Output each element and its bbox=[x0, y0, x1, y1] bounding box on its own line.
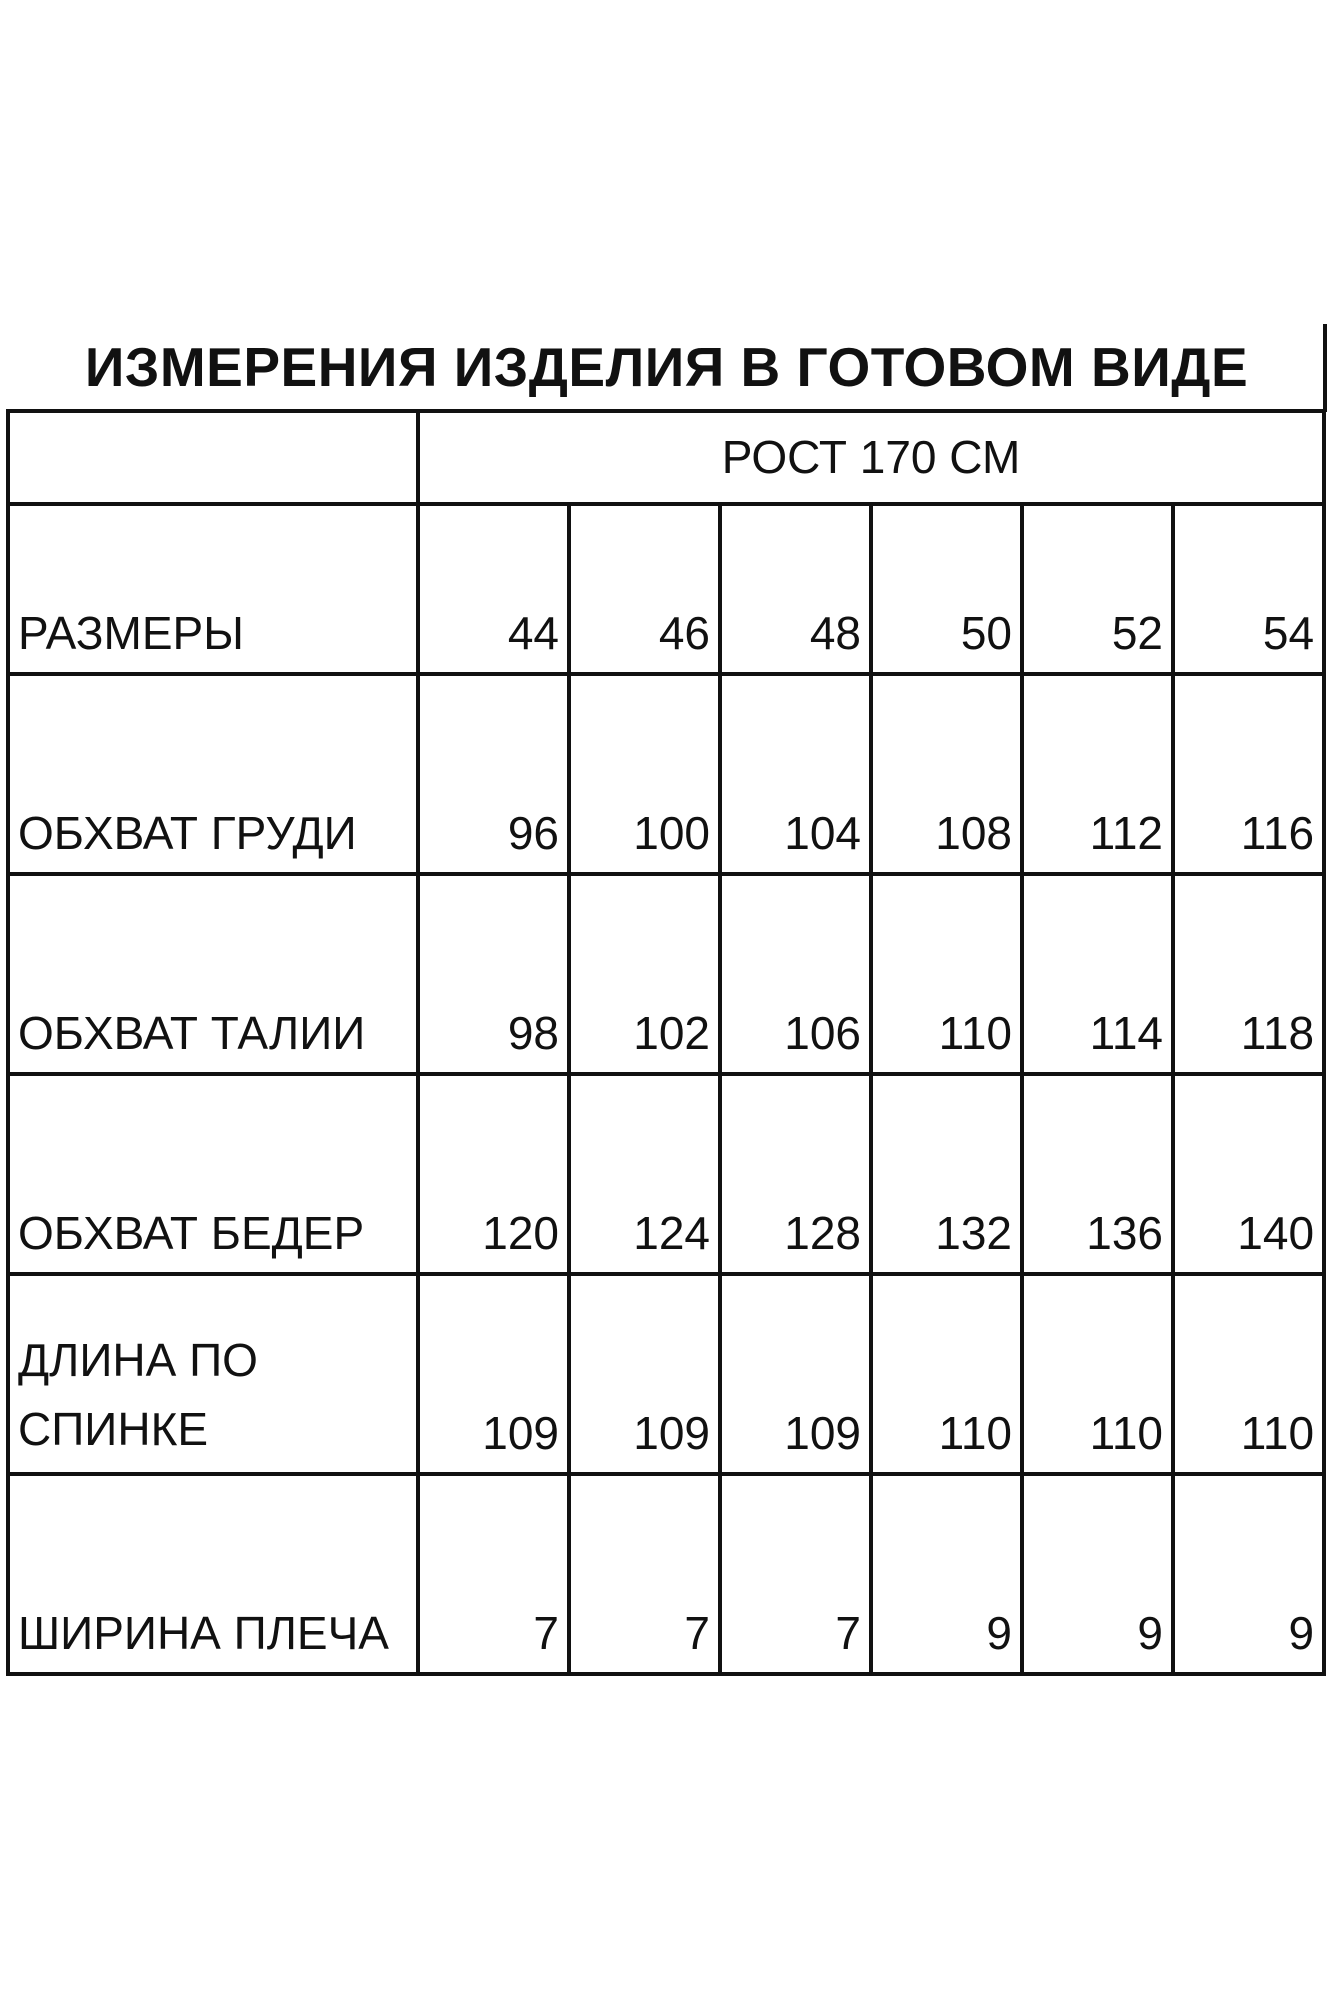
measure-value: 140 bbox=[1173, 1074, 1324, 1274]
size-value: 46 bbox=[569, 504, 720, 674]
row-label: ОБХВАТ ГРУДИ bbox=[8, 674, 418, 874]
size-value: 52 bbox=[1022, 504, 1173, 674]
measure-value: 128 bbox=[720, 1074, 871, 1274]
measure-value: 110 bbox=[871, 874, 1022, 1074]
size-table bbox=[6, 409, 1326, 1676]
measure-value: 114 bbox=[1022, 874, 1173, 1074]
measure-value: 120 bbox=[418, 1074, 569, 1274]
measure-value: 109 bbox=[418, 1274, 569, 1474]
table-row bbox=[8, 874, 1324, 1074]
measure-value: 109 bbox=[720, 1274, 871, 1474]
table-row bbox=[8, 1274, 1324, 1474]
measure-value: 100 bbox=[569, 674, 720, 874]
table-row bbox=[8, 674, 1324, 874]
height-row bbox=[8, 411, 1324, 504]
row-label: ОБХВАТ БЕДЕР bbox=[8, 1074, 418, 1274]
measure-value: 110 bbox=[1173, 1274, 1324, 1474]
size-value: 50 bbox=[871, 504, 1022, 674]
corner-cell bbox=[8, 411, 418, 504]
row-label: ШИРИНА ПЛЕЧА bbox=[8, 1474, 418, 1674]
measure-value: 7 bbox=[418, 1474, 569, 1674]
measure-value: 124 bbox=[569, 1074, 720, 1274]
height-header: РОСТ 170 СМ bbox=[418, 411, 1324, 504]
measure-value: 132 bbox=[871, 1074, 1022, 1274]
table-row bbox=[8, 1074, 1324, 1274]
measure-value: 110 bbox=[871, 1274, 1022, 1474]
measure-value: 9 bbox=[871, 1474, 1022, 1674]
sizes-row bbox=[8, 504, 1324, 674]
size-value: 54 bbox=[1173, 504, 1324, 674]
measure-value: 108 bbox=[871, 674, 1022, 874]
measure-value: 116 bbox=[1173, 674, 1324, 874]
measure-value: 7 bbox=[569, 1474, 720, 1674]
row-label: ДЛИНА ПО СПИНКЕ bbox=[8, 1274, 418, 1474]
measure-value: 118 bbox=[1173, 874, 1324, 1074]
measure-value: 102 bbox=[569, 874, 720, 1074]
title-divider bbox=[1323, 324, 1327, 412]
measure-value: 9 bbox=[1022, 1474, 1173, 1674]
measure-value: 109 bbox=[569, 1274, 720, 1474]
measure-value: 7 bbox=[720, 1474, 871, 1674]
size-value: 44 bbox=[418, 504, 569, 674]
measure-value: 112 bbox=[1022, 674, 1173, 874]
row-label: ОБХВАТ ТАЛИИ bbox=[8, 874, 418, 1074]
measure-value: 104 bbox=[720, 674, 871, 874]
table-row bbox=[8, 1474, 1324, 1674]
size-value: 48 bbox=[720, 504, 871, 674]
measure-value: 96 bbox=[418, 674, 569, 874]
measure-value: 98 bbox=[418, 874, 569, 1074]
measure-value: 136 bbox=[1022, 1074, 1173, 1274]
measure-value: 106 bbox=[720, 874, 871, 1074]
measure-value: 9 bbox=[1173, 1474, 1324, 1674]
table-title: ИЗМЕРЕНИЯ ИЗДЕЛИЯ В ГОТОВОМ ВИДЕ bbox=[84, 336, 1249, 398]
measure-value: 110 bbox=[1022, 1274, 1173, 1474]
sizes-label: РАЗМЕРЫ bbox=[8, 504, 418, 674]
